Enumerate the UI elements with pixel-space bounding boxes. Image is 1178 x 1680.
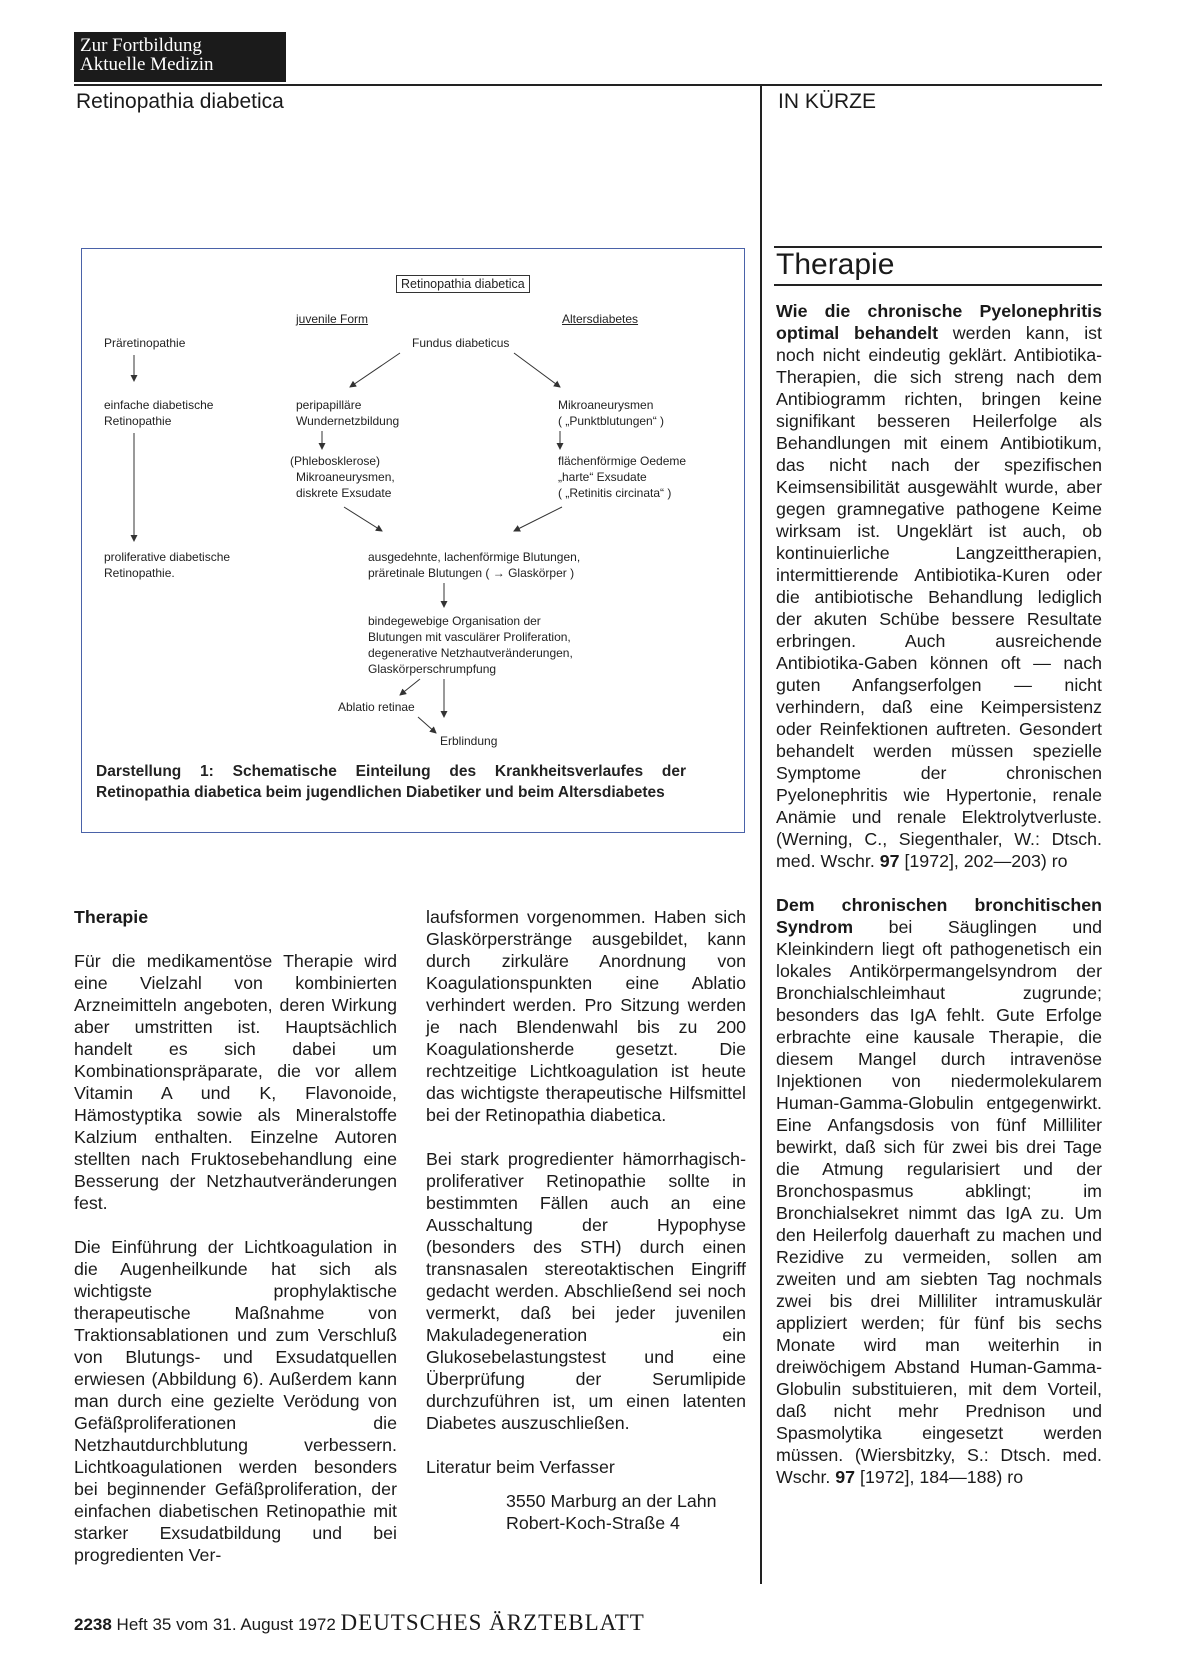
- diagram-phleb-2: Mikroaneurysmen,: [296, 470, 395, 484]
- side-item-1-text: werden kann, ist noch nicht eindeutig geklärt. Antibiotika-Therapien, die sich streng nach dem Antibiogramm richten, bringen keine signifikant besseren Heilerfolge als Behandlungen mit einem Antibiotikum, das nicht nach der spezifischen Keimsensibilität ausgewählt wurde, aber gegen gramnegative pathogene Keime wirksam ist. Ungeklärt ist auch, ob kontinuierliche Langzeittherapien, intermittierende Antibiotika-Kuren oder die antibiotische Behandlung lediglich der akuten Schübe bessere Resultate erbringen. Auch ausreichende Antibiotika-Gaben können oft — nach guten Anfangserfolgen — nicht verhindern, daß eine Keimpersistenz oder Reinfektionen auftreten. Gesondert behandelt werden müssen spezielle Symptome der chronischen Pyelonephritis wie Hypertonie, renale Anämie und renale Elektrolytverluste. (Werning, C., Siegenthaler, W.: Dtsch. med. Wschr.: [776, 323, 1102, 871]
- diagram-peri-1: peripapilläre: [296, 398, 362, 412]
- diagram-phleb-1: (Phlebosklerose): [290, 454, 381, 468]
- side-item-2-text: bei Säuglingen und Kleinkindern liegt oft pathogenetisch ein lokales Antikörpermangelsyndrom der Bronchialschleimhaut zugrunde; besonders das IgA fehlt. Gute Erfolge erbrachte eine kausale Therapie, die diesem Mangel durch intravenöse Injektionen von niedermolekularem Human-Gamma-Globulin entgegenwirkt. Eine Anfangsdosis von fünf Milliliter bewirkt, daß sich für zwei bis drei Tage die Atmung regularisiert und der Bronchospasmus abklingt; im Bronchialsekret nimmt das IgA zu. Um den Heilerfolg dauerhaft zu machen und Rezidive zu vermeiden, sollen am zweiten und am siebten Tag nochmals zwei bis drei Milliliter intramuskulär appliziert werden; für fünf bis sechs Monate wird man weiterhin in dreiwöchigem Abstand Human-Gamma-Globulin substituieren, mit dem Vorteil, daß nicht mehr Prednison und Spasmolytika eingesetzt werden müssen. (Wiersbitzky, S.: Dtsch. med. Wschr.: [776, 917, 1102, 1487]
- diagram-juvenile: juvenile Form: [296, 312, 369, 326]
- section-label-line2: Aktuelle Medizin: [80, 54, 214, 75]
- diagram-phleb-3: diskrete Exsudate: [296, 486, 392, 500]
- side-item-1-volume: 97: [879, 851, 900, 871]
- diagram-caption-line1: Darstellung 1: Schematische Einteilung des Krankheitsverlaufes der: [96, 763, 686, 780]
- diagram-ausged-1: ausgedehnte, lachenförmige Blutungen,: [368, 550, 581, 564]
- diagram-praeretinopathie: Präretinopathie: [104, 336, 186, 350]
- arrow-ablatio-erblindung: [418, 717, 436, 733]
- side-item-2-end: [1972], 184—188) ro: [855, 1467, 1024, 1487]
- side-item-bronchitis: [776, 894, 1102, 1488]
- side-item-1-end: [1972], 202—203) ro: [899, 851, 1068, 871]
- diagram-ablatio: Ablatio retinae: [338, 700, 415, 714]
- diagram-caption-line2: Retinopathia diabetica beim jugendlichen Diabetiker und beim Altersdiabetes: [96, 784, 665, 801]
- arrow-phleb-ausged: [344, 507, 382, 531]
- diagram-ausged-2: präretinale Blutungen ( → Glaskörper ): [368, 566, 575, 580]
- diagram-erblindung: Erblindung: [440, 734, 498, 748]
- side-section-title: IN KÜRZE: [778, 90, 877, 113]
- literature-note: Literatur beim Verfasser: [426, 1457, 615, 1477]
- diagram-alters: Altersdiabetes: [562, 312, 639, 326]
- diagram-binde-3: degenerative Netzhautveränderungen,: [368, 646, 573, 660]
- diagram-binde-1: bindegewebige Organisation der: [368, 614, 541, 628]
- side-column: [776, 300, 1102, 1510]
- diagram-frame: [81, 248, 745, 833]
- diagram-binde-4: Glaskörperschrumpfung: [368, 662, 497, 676]
- section-label-line1: Zur Fortbildung: [80, 35, 202, 56]
- diagram-binde-2: Blutungen mit vasculärer Proliferation,: [368, 630, 571, 644]
- side-item-2-lead: Dem chronischen bronchitischen Syndrom: [776, 895, 1102, 937]
- running-title: Retinopathia diabetica: [76, 90, 284, 113]
- issue-info: Heft 35 vom 31. August 1972: [111, 1615, 341, 1634]
- side-heading: Therapie: [776, 248, 895, 281]
- diagram-fundus: Fundus diabeticus: [412, 336, 510, 350]
- diagram-mikro-1: Mikroaneurysmen: [558, 398, 654, 412]
- column-divider: [760, 84, 762, 1584]
- page-footer: [74, 1610, 645, 1636]
- section-label-box: [74, 32, 286, 82]
- address-line2: Robert-Koch-Straße 4: [506, 1513, 680, 1533]
- diagram-einfache-1: einfache diabetische: [104, 398, 214, 412]
- header-rule: [74, 84, 1102, 86]
- col2-paragraph-2: Bei stark progredienter hämorrhagisch-proliferativer Retinopathie sollte in bestimmten Fällen auch an eine Ausschaltung der Hypophyse (besonders des STH) durch einen transnasalen stereotaktischen Eingriff gedacht werden. Abschließend sei noch vermerkt, daß bei jeder juvenilen Makuladegeneration ein Glukosebelastungstest und eine Überprüfung der Serumlipide durchzuführen ist, um einen latenten Diabetes auszuschließen.: [426, 1149, 746, 1433]
- side-item-1-lead: Wie die chronische Pyelonephritis optimal behandelt: [776, 301, 1102, 343]
- col1-paragraph-1: Für die medikamentöse Therapie wird eine Vielzahl von kombinierten Arzneimitteln angeboten, deren Wirkung aber umstritten ist. Hauptsächlich handelt es sich dabei um Kombinationspräparate, die vor allem Vitamin A und K, Flavonoide, Hämostyptika sowie als Mineralstoffe Kalzium enthalten. Einzelne Autoren stellten nach Fruktosebehandlung eine Besserung der Netzhautveränderungen fest.: [74, 951, 397, 1213]
- arrow-fundus-peri: [350, 353, 400, 387]
- side-item-pyelonephritis: [776, 300, 1102, 872]
- arrow-fundus-mikro: [514, 353, 560, 387]
- side-rule-bottom: [774, 284, 1102, 286]
- col1-paragraph-2: Die Einführung der Lichtkoagulation in die Augenheilkunde hat sich als wichtigste prophylaktische therapeutische Maßnahme von Traktionsablationen und zum Verschluß von Blutungs- und Exsudatquellen erwiesen (Abbildung 6). Außerdem kann man durch eine gezielte Verödung von Gefäßproliferationen die Netzhautdurchblutung verbessern. Lichtkoagulationen werden besonders bei beginnender Gefäßproliferation, der einfachen diabetischen Retinopathie mit starker Exsudatbildung und bei progredienten Ver-: [74, 1237, 397, 1565]
- diagram-flaech-3: ( „Retinitis circinata“ ): [558, 486, 672, 500]
- diagram-einfache-2: Retinopathie: [104, 414, 172, 428]
- diagram-peri-2: Wundernetzbildung: [296, 414, 400, 428]
- address-line1: 3550 Marburg an der Lahn: [506, 1491, 717, 1511]
- diagram-prolif-2: Retinopathie.: [104, 566, 175, 580]
- column-2: [426, 906, 746, 1534]
- col2-paragraph-1: laufsformen vorgenommen. Haben sich Glaskörperstränge ausgebildet, kann durch zirkuläre Anordnung von Koagulationspunkten eine Ablatio verhindert werden. Pro Sitzung werden je nach Blendenwahl bis zu 200 Koagulationsherde gesetzt. Die rechtzeitige Lichtkoagulation ist heute das wichtigste therapeutische Hilfsmittel bei der Retinopathia diabetica.: [426, 907, 746, 1125]
- arrow-binde-ablatio: [400, 679, 420, 695]
- arrow-flaech-ausged: [514, 507, 562, 531]
- side-item-2-volume: 97: [835, 1467, 856, 1487]
- diagram-root: Retinopathia diabetica: [396, 275, 530, 293]
- diagram-arrows: [82, 249, 742, 749]
- journal-name: DEUTSCHES ÄRZTEBLATT: [340, 1610, 645, 1635]
- diagram-mikro-2: ( „Punktblutungen“ ): [558, 414, 665, 428]
- diagram-flaech-1: flächenförmige Oedeme: [558, 454, 687, 468]
- author-address: [426, 1490, 746, 1534]
- diagram-prolif-1: proliferative diabetische: [104, 550, 231, 564]
- page-number: 2238: [74, 1615, 112, 1634]
- column-1: [74, 906, 397, 1588]
- diagram-flaech-2: „harte“ Exsudate: [558, 470, 647, 484]
- col1-heading: Therapie: [74, 907, 149, 927]
